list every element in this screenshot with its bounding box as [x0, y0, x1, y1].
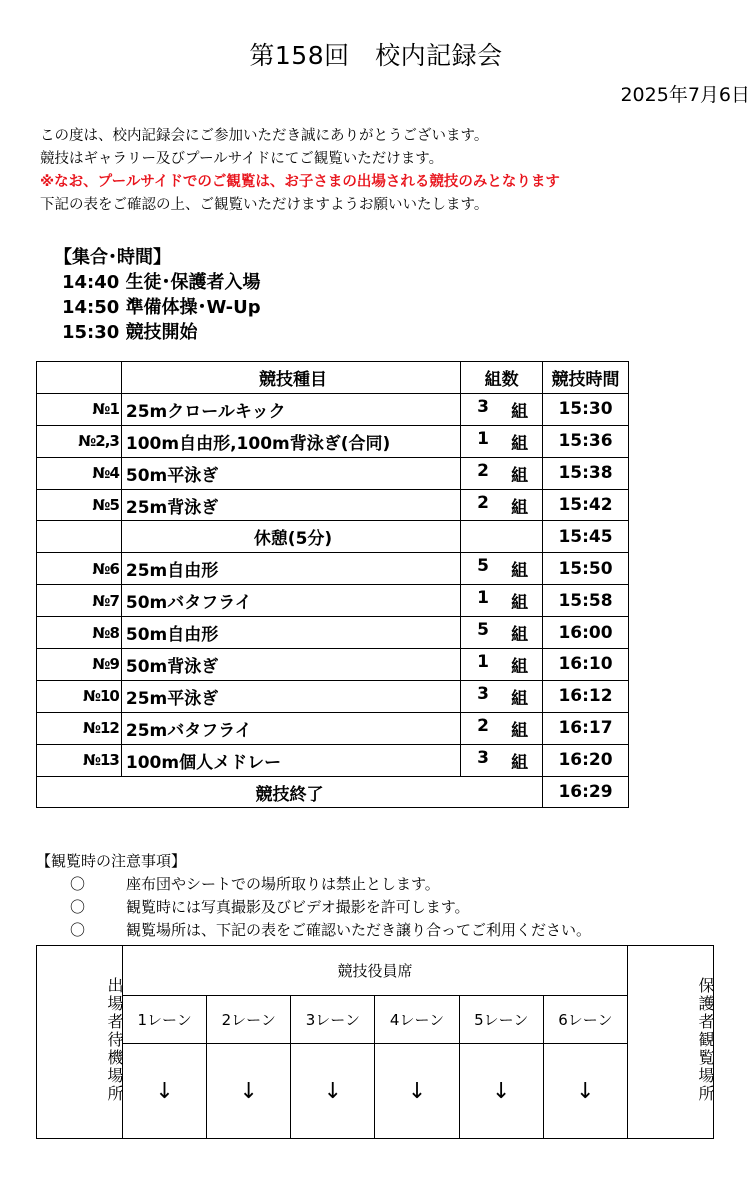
event-no: №1	[37, 393, 122, 425]
down-arrow-icon: ↓	[375, 1044, 459, 1139]
table-row	[37, 680, 629, 712]
event-groups	[461, 744, 543, 776]
event-no: №9	[37, 649, 122, 681]
event-name: 25mクロールキック	[121, 393, 460, 425]
group-count: 5	[477, 620, 489, 641]
intro-line: 下記の表をご確認の上、ご観覧いただけますようお願いいたします。	[40, 197, 489, 213]
schedule-item: 15:30 競技開始	[62, 322, 198, 343]
events-table	[36, 361, 629, 808]
event-no: №8	[37, 617, 122, 649]
waiting-area-label: 出場者待機場所	[105, 977, 124, 1103]
group-unit: 組	[511, 625, 529, 646]
event-no: №4	[37, 457, 122, 489]
circle-mark-icon: 〇	[70, 875, 86, 893]
event-name: 休憩(5分)	[121, 521, 460, 553]
intro-line: この度は、校内記録会にご参加いただき誠にありがとうございます。	[40, 128, 489, 144]
event-groups	[461, 521, 543, 553]
event-groups	[461, 680, 543, 712]
table-row	[37, 617, 629, 649]
event-time: 15:58	[543, 585, 629, 617]
event-groups	[461, 553, 543, 585]
header-time: 競技時間	[543, 362, 629, 394]
event-time: 16:20	[543, 744, 629, 776]
event-rows	[37, 393, 629, 776]
table-row	[37, 744, 629, 776]
event-no: №2,3	[37, 425, 122, 457]
event-name: 25m平泳ぎ	[121, 680, 460, 712]
event-time: 15:50	[543, 553, 629, 585]
parents-area-label: 保護者観覧場所	[695, 977, 715, 1103]
notes-heading: 【観覧時の注意事項】	[36, 852, 187, 870]
event-no: №10	[37, 680, 122, 712]
group-count: 2	[477, 460, 489, 481]
lane-label: 2レーン	[207, 996, 291, 1044]
notes-block	[36, 850, 591, 942]
down-arrow-icon: ↓	[123, 1044, 207, 1139]
table-row	[37, 553, 629, 585]
schedule-block	[54, 245, 261, 345]
schedule-item: 14:40 生徒･保護者入場	[62, 272, 261, 293]
down-arrow-icon: ↓	[207, 1044, 291, 1139]
table-row	[37, 489, 629, 521]
event-no: №13	[37, 744, 122, 776]
note-item	[36, 919, 591, 942]
header-no	[37, 362, 122, 394]
group-unit: 組	[511, 465, 529, 486]
event-name: 50mバタフライ	[121, 585, 460, 617]
note-item	[36, 873, 591, 896]
page-title: 第158回 校内記録会	[249, 41, 503, 70]
header-event: 競技種目	[121, 362, 460, 394]
event-time: 15:30	[543, 393, 629, 425]
schedule-heading: 【集合･時間】	[54, 247, 171, 268]
lane-label: 6レーン	[543, 996, 627, 1044]
event-groups	[461, 649, 543, 681]
group-unit: 組	[511, 561, 529, 582]
table-row	[37, 457, 629, 489]
event-groups	[461, 617, 543, 649]
table-row-end	[37, 776, 629, 808]
table-header-row	[37, 362, 629, 394]
group-count: 1	[477, 588, 489, 609]
event-name: 25mバタフライ	[121, 712, 460, 744]
group-unit: 組	[511, 720, 529, 741]
group-count: 2	[477, 715, 489, 736]
event-no: №7	[37, 585, 122, 617]
group-count: 3	[477, 747, 489, 768]
event-time: 16:10	[543, 649, 629, 681]
event-time: 15:42	[543, 489, 629, 521]
event-time: 16:17	[543, 712, 629, 744]
note-item	[36, 896, 591, 919]
event-name: 50m平泳ぎ	[121, 457, 460, 489]
group-unit: 組	[511, 752, 529, 773]
event-date: 2025年7月6日	[620, 84, 750, 106]
event-groups	[461, 425, 543, 457]
lane-label: 5レーン	[459, 996, 543, 1044]
group-unit: 組	[511, 688, 529, 709]
parents-area-cell	[627, 946, 713, 1139]
lane-label: 3レーン	[291, 996, 375, 1044]
group-count: 2	[477, 492, 489, 513]
event-time: 15:45	[543, 521, 629, 553]
group-count: 3	[477, 683, 489, 704]
table-row	[37, 649, 629, 681]
circle-mark-icon: 〇	[70, 898, 86, 916]
note-text: 座布団やシートでの場所取りは禁止とします。	[126, 875, 440, 893]
event-name: 100m自由形,100m背泳ぎ(合同)	[121, 425, 460, 457]
event-time: 16:00	[543, 617, 629, 649]
group-count: 1	[477, 651, 489, 672]
event-time: 16:12	[543, 680, 629, 712]
seating-diagram	[36, 945, 714, 1139]
event-no: №5	[37, 489, 122, 521]
event-groups	[461, 712, 543, 744]
note-text: 観覧場所は、下記の表をご確認いただき譲り合ってご利用ください。	[126, 921, 592, 939]
circle-mark-icon: 〇	[70, 921, 86, 939]
table-row	[37, 585, 629, 617]
event-name: 25m自由形	[121, 553, 460, 585]
event-groups	[461, 393, 543, 425]
end-time: 16:29	[543, 776, 629, 808]
down-arrow-icon: ↓	[543, 1044, 627, 1139]
officials-seat: 競技役員席	[123, 946, 628, 996]
event-time: 15:38	[543, 457, 629, 489]
event-name: 50m背泳ぎ	[121, 649, 460, 681]
group-count: 5	[477, 556, 489, 577]
header-groups: 組数	[461, 362, 543, 394]
event-groups	[461, 457, 543, 489]
group-unit: 組	[511, 497, 529, 518]
table-row	[37, 712, 629, 744]
schedule-item: 14:50 準備体操･W-Up	[62, 297, 261, 318]
event-time: 15:36	[543, 425, 629, 457]
waiting-area-cell	[37, 946, 123, 1139]
group-unit: 組	[511, 401, 529, 422]
lane-label: 4レーン	[375, 996, 459, 1044]
down-arrow-icon: ↓	[291, 1044, 375, 1139]
group-unit: 組	[511, 433, 529, 454]
event-groups	[461, 585, 543, 617]
event-no: №6	[37, 553, 122, 585]
intro-warning: ※なお、プールサイドでのご観覧は、お子さまの出場される競技のみとなります	[40, 174, 560, 190]
end-label: 競技終了	[37, 776, 543, 808]
down-arrow-icon: ↓	[459, 1044, 543, 1139]
group-count: 3	[477, 396, 489, 417]
table-row	[37, 425, 629, 457]
event-name: 100m個人メドレー	[121, 744, 460, 776]
intro-line: 競技はギャラリー及びプールサイドにてご観覧いただけます。	[40, 151, 444, 167]
note-text: 観覧時には写真撮影及びビデオ撮影を許可します。	[126, 898, 470, 916]
table-row	[37, 393, 629, 425]
event-groups	[461, 489, 543, 521]
group-count: 1	[477, 428, 489, 449]
event-name: 50m自由形	[121, 617, 460, 649]
table-row	[37, 521, 629, 553]
group-unit: 組	[511, 593, 529, 614]
lane-label: 1レーン	[123, 996, 207, 1044]
event-name: 25m背泳ぎ	[121, 489, 460, 521]
group-unit: 組	[511, 656, 529, 677]
event-no: №12	[37, 712, 122, 744]
intro-text	[40, 125, 560, 217]
event-no	[37, 521, 122, 553]
